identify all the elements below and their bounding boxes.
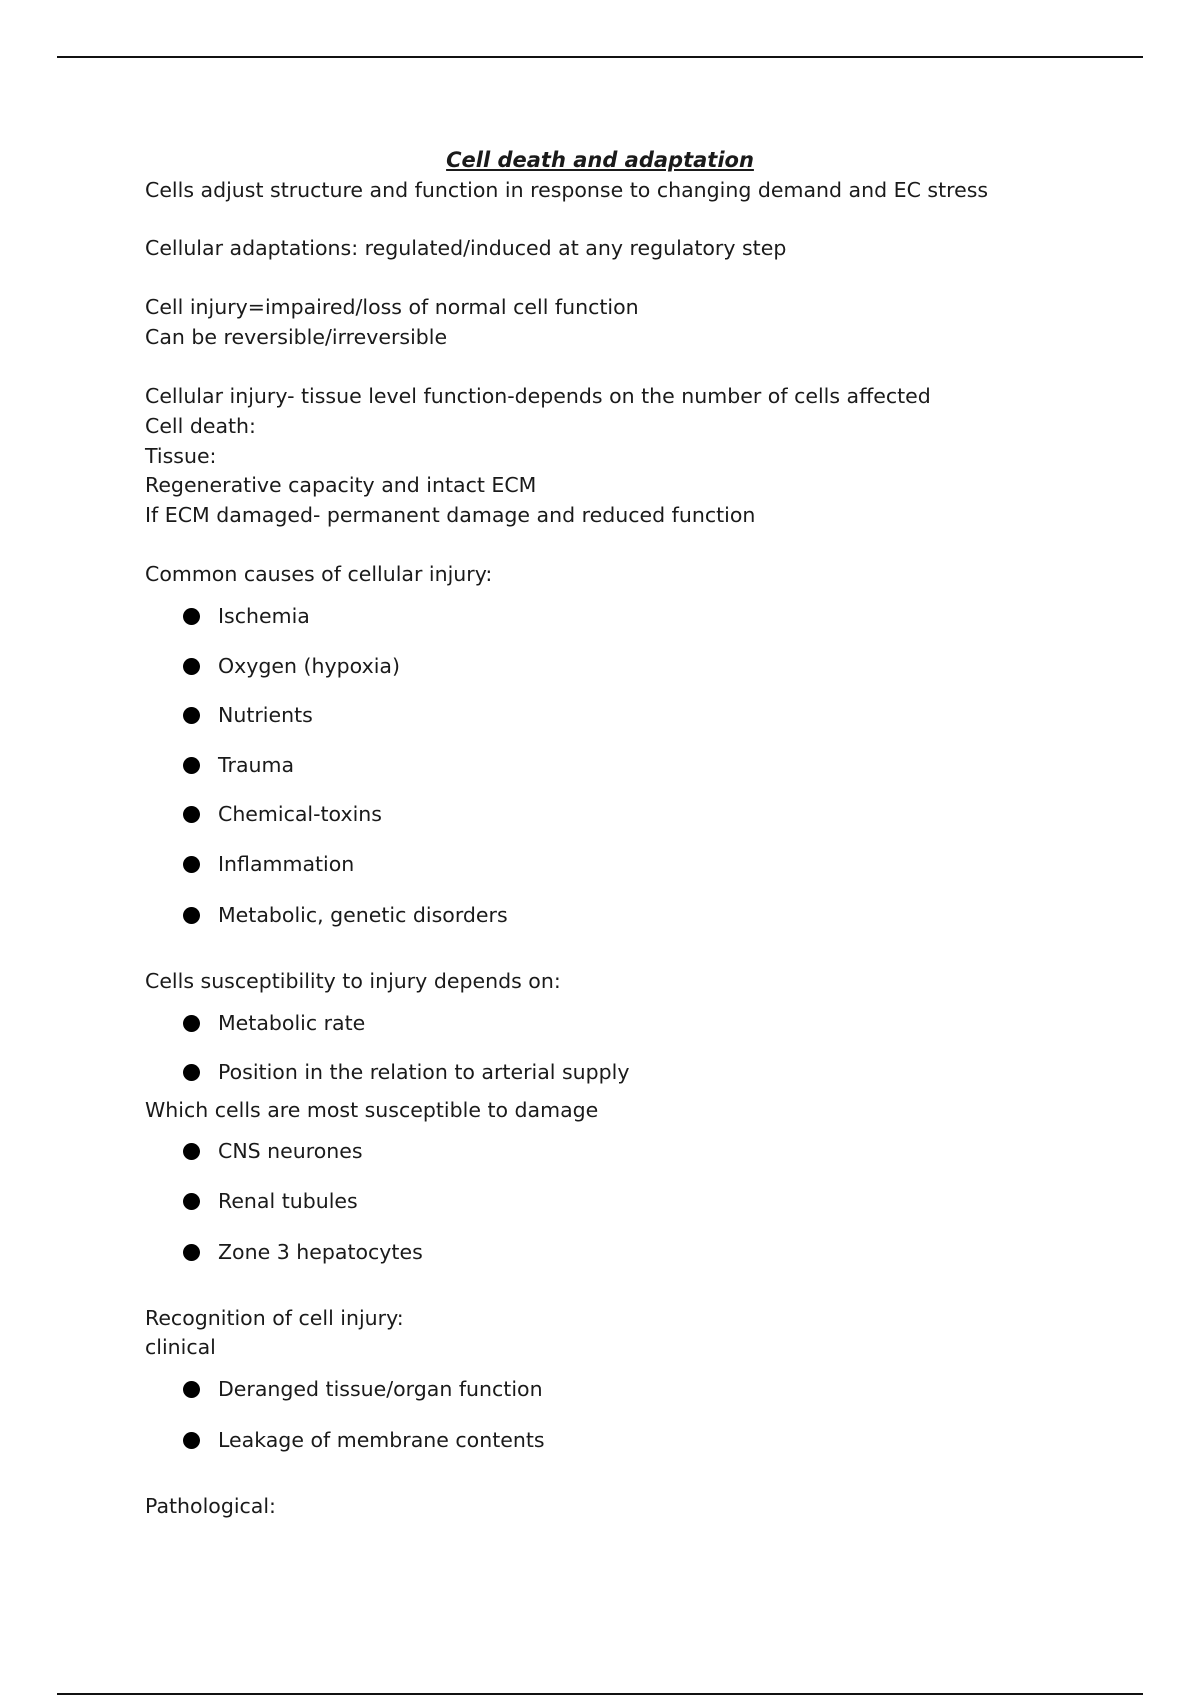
bullet-icon xyxy=(183,1381,200,1398)
list-item: Ischemia xyxy=(183,603,310,629)
paragraph-text: If ECM damaged- permanent damage and reduced function xyxy=(145,503,756,527)
list-item: Position in the relation to arterial supply xyxy=(183,1059,630,1085)
list-item: Leakage of membrane contents xyxy=(183,1427,545,1453)
section-heading: Recognition of cell injury: xyxy=(145,1306,404,1330)
bullet-icon xyxy=(183,1193,200,1210)
paragraph-text: Tissue: xyxy=(145,444,217,468)
bullet-icon xyxy=(183,806,200,823)
bullet-icon xyxy=(183,707,200,724)
bullet-icon xyxy=(183,1064,200,1081)
bullet-icon xyxy=(183,1015,200,1032)
paragraph-text: Can be reversible/irreversible xyxy=(145,325,448,349)
bullet-icon xyxy=(183,658,200,675)
bullet-icon xyxy=(183,1432,200,1449)
list-item: Zone 3 hepatocytes xyxy=(183,1239,423,1265)
section-heading: Which cells are most susceptible to damage xyxy=(145,1098,599,1122)
bullet-icon xyxy=(183,907,200,924)
list-item: Oxygen (hypoxia) xyxy=(183,653,400,679)
list-item: Inflammation xyxy=(183,851,354,877)
header-rule xyxy=(57,56,1143,58)
list-item: CNS neurones xyxy=(183,1138,363,1164)
list-item: Metabolic rate xyxy=(183,1010,365,1036)
section-heading: Cells susceptibility to injury depends on: xyxy=(145,969,561,993)
section-subheading: clinical xyxy=(145,1335,216,1359)
footer-rule xyxy=(57,1693,1143,1695)
paragraph-text: Regenerative capacity and intact ECM xyxy=(145,473,537,497)
list-item: Renal tubules xyxy=(183,1188,358,1214)
list-item: Deranged tissue/organ function xyxy=(183,1376,543,1402)
paragraph-text: Cellular injury- tissue level function-depends on the number of cells affected xyxy=(145,384,931,408)
section-heading: Pathological: xyxy=(145,1494,276,1518)
paragraph-text: Cells adjust structure and function in response to changing demand and EC stress xyxy=(145,178,989,202)
bullet-icon xyxy=(183,1143,200,1160)
list-item: Nutrients xyxy=(183,702,313,728)
paragraph-text: Cell death: xyxy=(145,414,256,438)
section-heading: Common causes of cellular injury: xyxy=(145,562,493,586)
paragraph-text: Cell injury=impaired/loss of normal cell function xyxy=(145,295,639,319)
list-item: Trauma xyxy=(183,752,294,778)
bullet-icon xyxy=(183,1244,200,1261)
bullet-icon xyxy=(183,757,200,774)
bullet-icon xyxy=(183,856,200,873)
bullet-icon xyxy=(183,608,200,625)
list-item: Chemical-toxins xyxy=(183,801,382,827)
list-item: Metabolic, genetic disorders xyxy=(183,902,508,928)
document-title: Cell death and adaptation xyxy=(446,148,754,172)
paragraph-text: Cellular adaptations: regulated/induced at any regulatory step xyxy=(145,236,787,260)
